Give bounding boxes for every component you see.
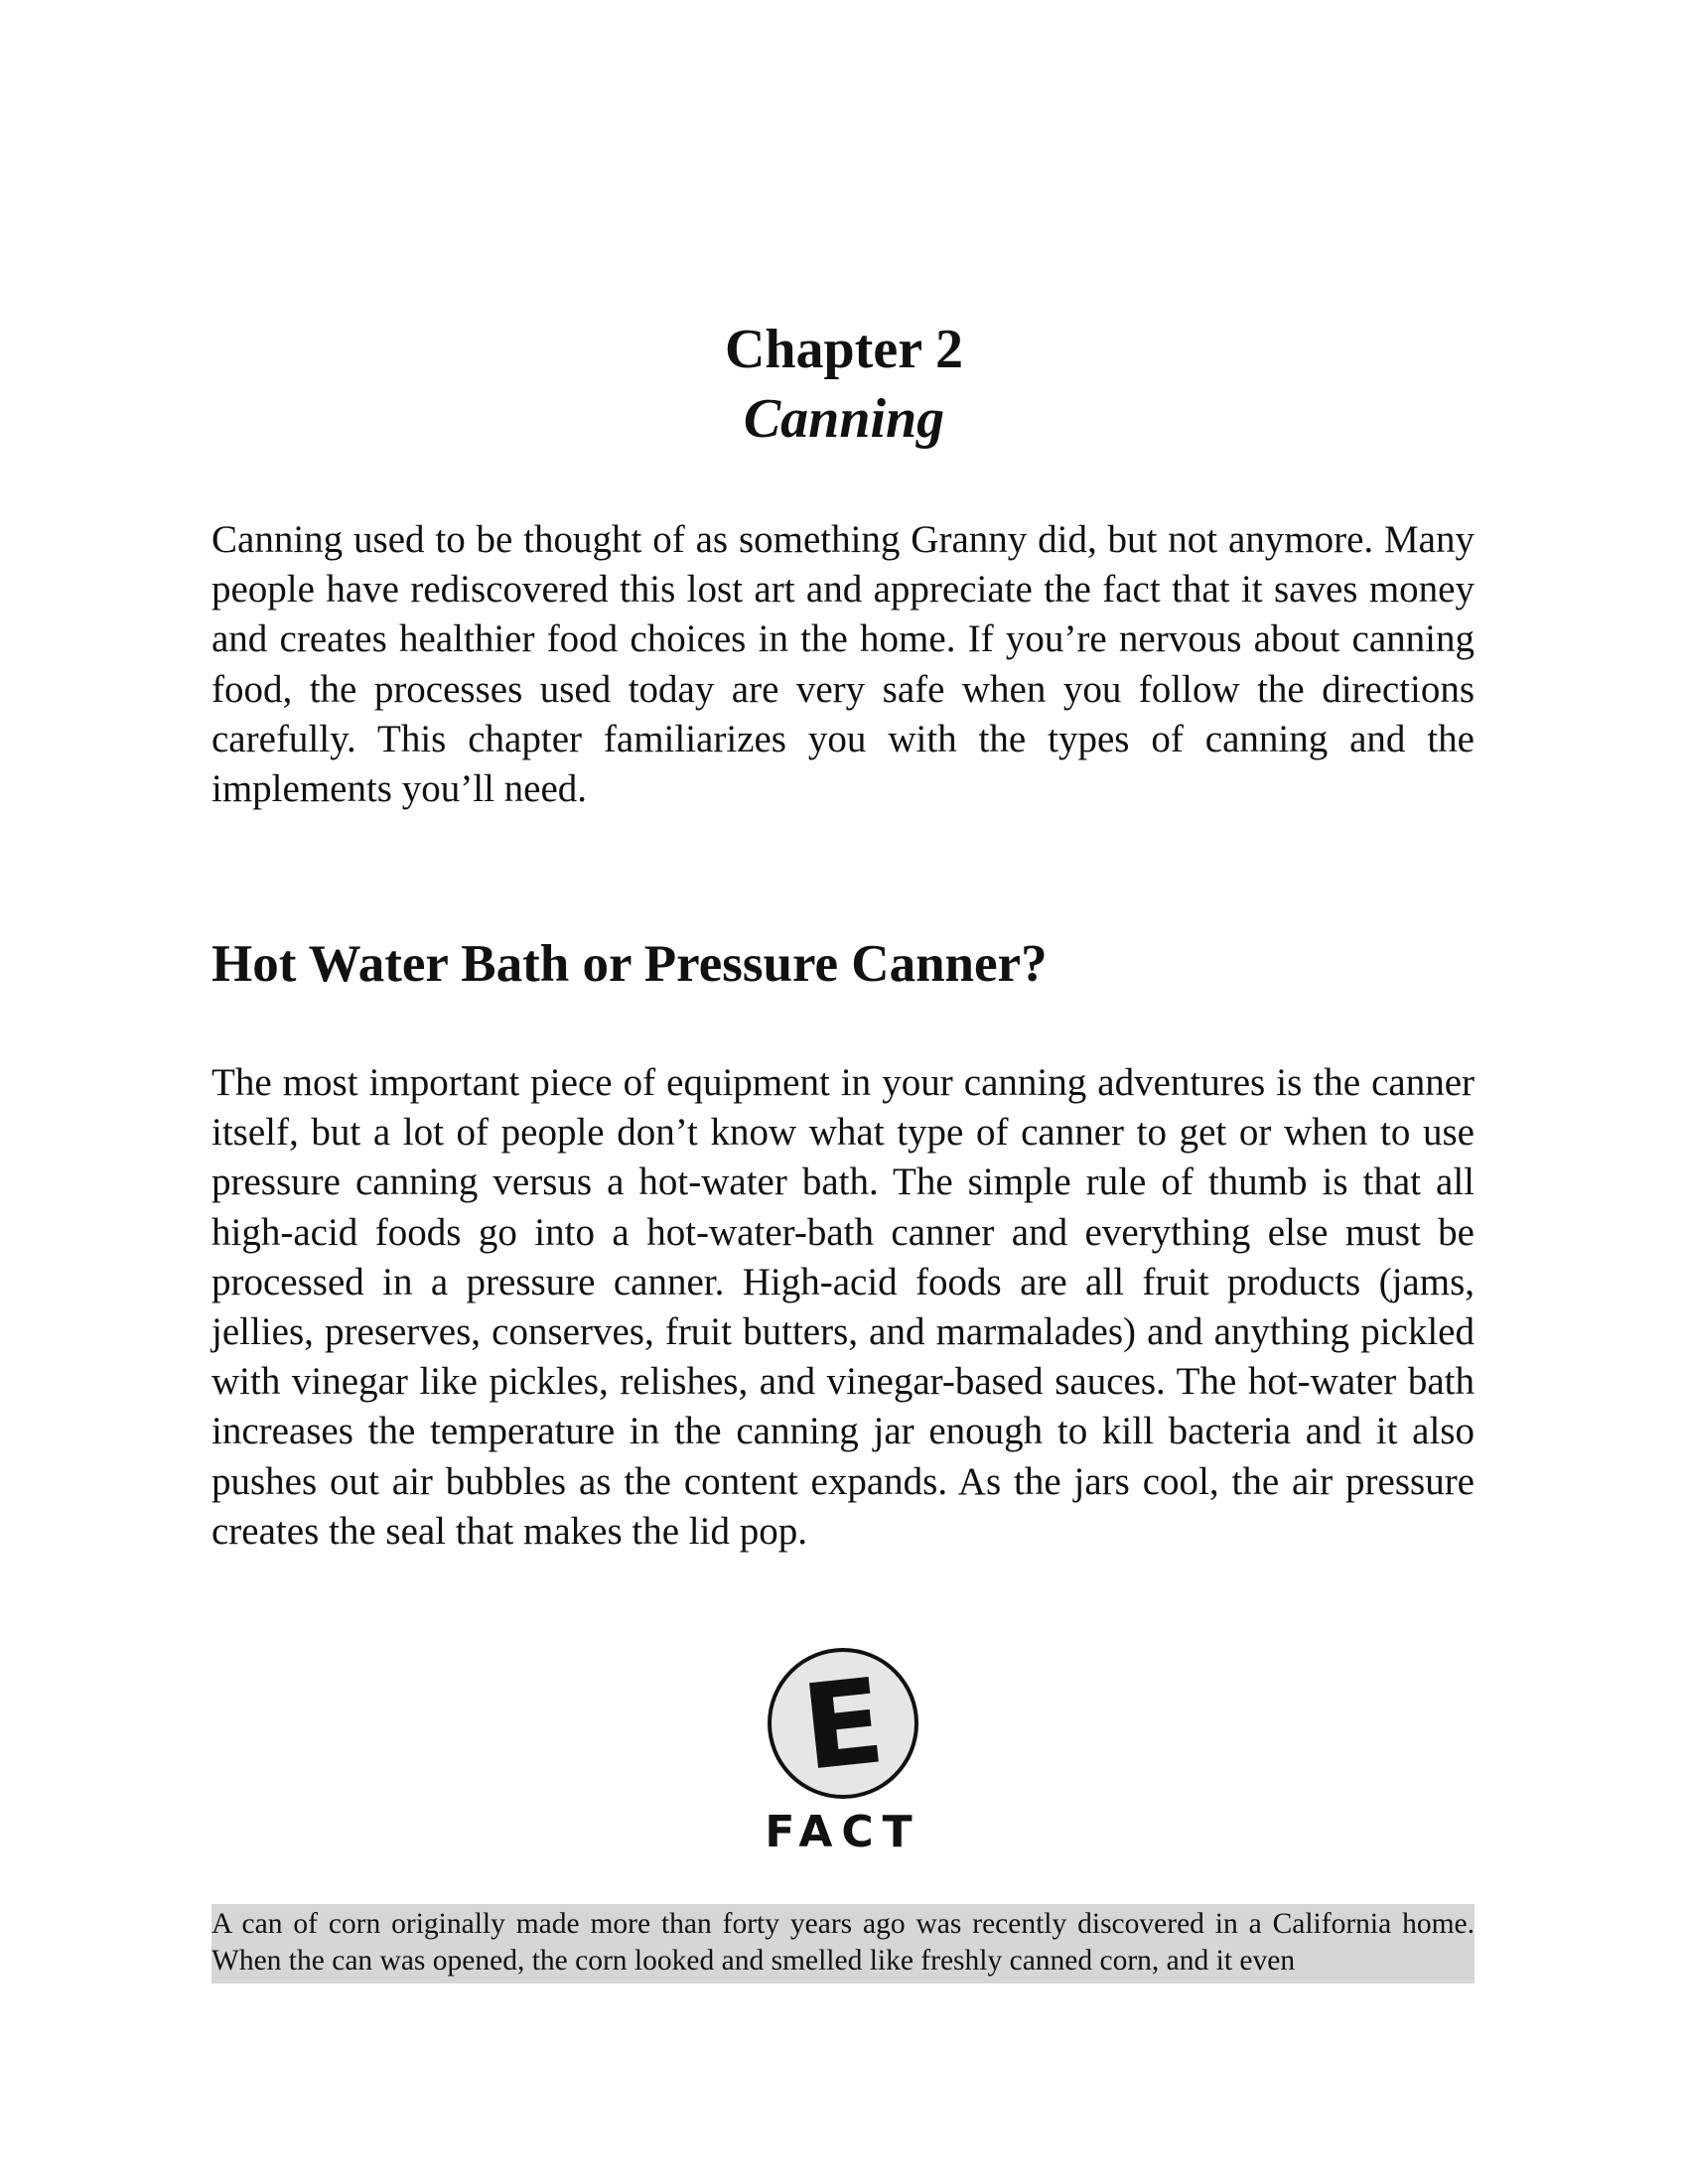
chapter-heading <box>0 316 1688 455</box>
fact-icon-letter: E <box>795 1652 891 1797</box>
chapter-number: Chapter 2 <box>724 319 964 380</box>
fact-label: FACT <box>765 1807 921 1856</box>
section-paragraph: The most important piece of equipment in your canning adventures is the canner itself, but a lot of people don’t know what type of canner to get or when to use pressure canning versus a hot-water bath. The simple rule of thumb is that all high-acid foods go into a hot-water-bath canner and everything else must be processed in a pressure canner. High-acid foods are all fruit products (jams, jellies, preserves, conserves, fruit butters, and marmalades) and anything pickled with vinegar like pickles, relishes, and vinegar-based sauces. The hot-water bath increases the temperature in the canning jar enough to kill bacteria and it also pushes out air bubbles as the content expands. As the jars cool, the air pressure creates the seal that makes the lid pop. <box>211 1061 1475 1553</box>
intro-paragraph: Canning used to be thought of as something Granny did, but not anymore. Many people have rediscovered this lost art and appreciate the fact that it saves money and creates healthier food choices in the home. If you’re nervous about canning food, the processes used today are very safe when you follow the directions carefully. This chapter familiarizes you with the types of canning and the implements you’ll need. <box>211 518 1475 811</box>
fact-text: A can of corn originally made more than forty years ago was recently discovered in a California home. When the can was opened, the corn looked and smelled like freshly canned corn, and it even <box>211 1908 1475 1977</box>
section-heading: Hot Water Bath or Pressure Canner? <box>211 935 1048 993</box>
fact-e-icon <box>759 1648 927 1856</box>
chapter-title: Canning <box>743 388 945 450</box>
fact-callout-box <box>211 1904 1475 1983</box>
